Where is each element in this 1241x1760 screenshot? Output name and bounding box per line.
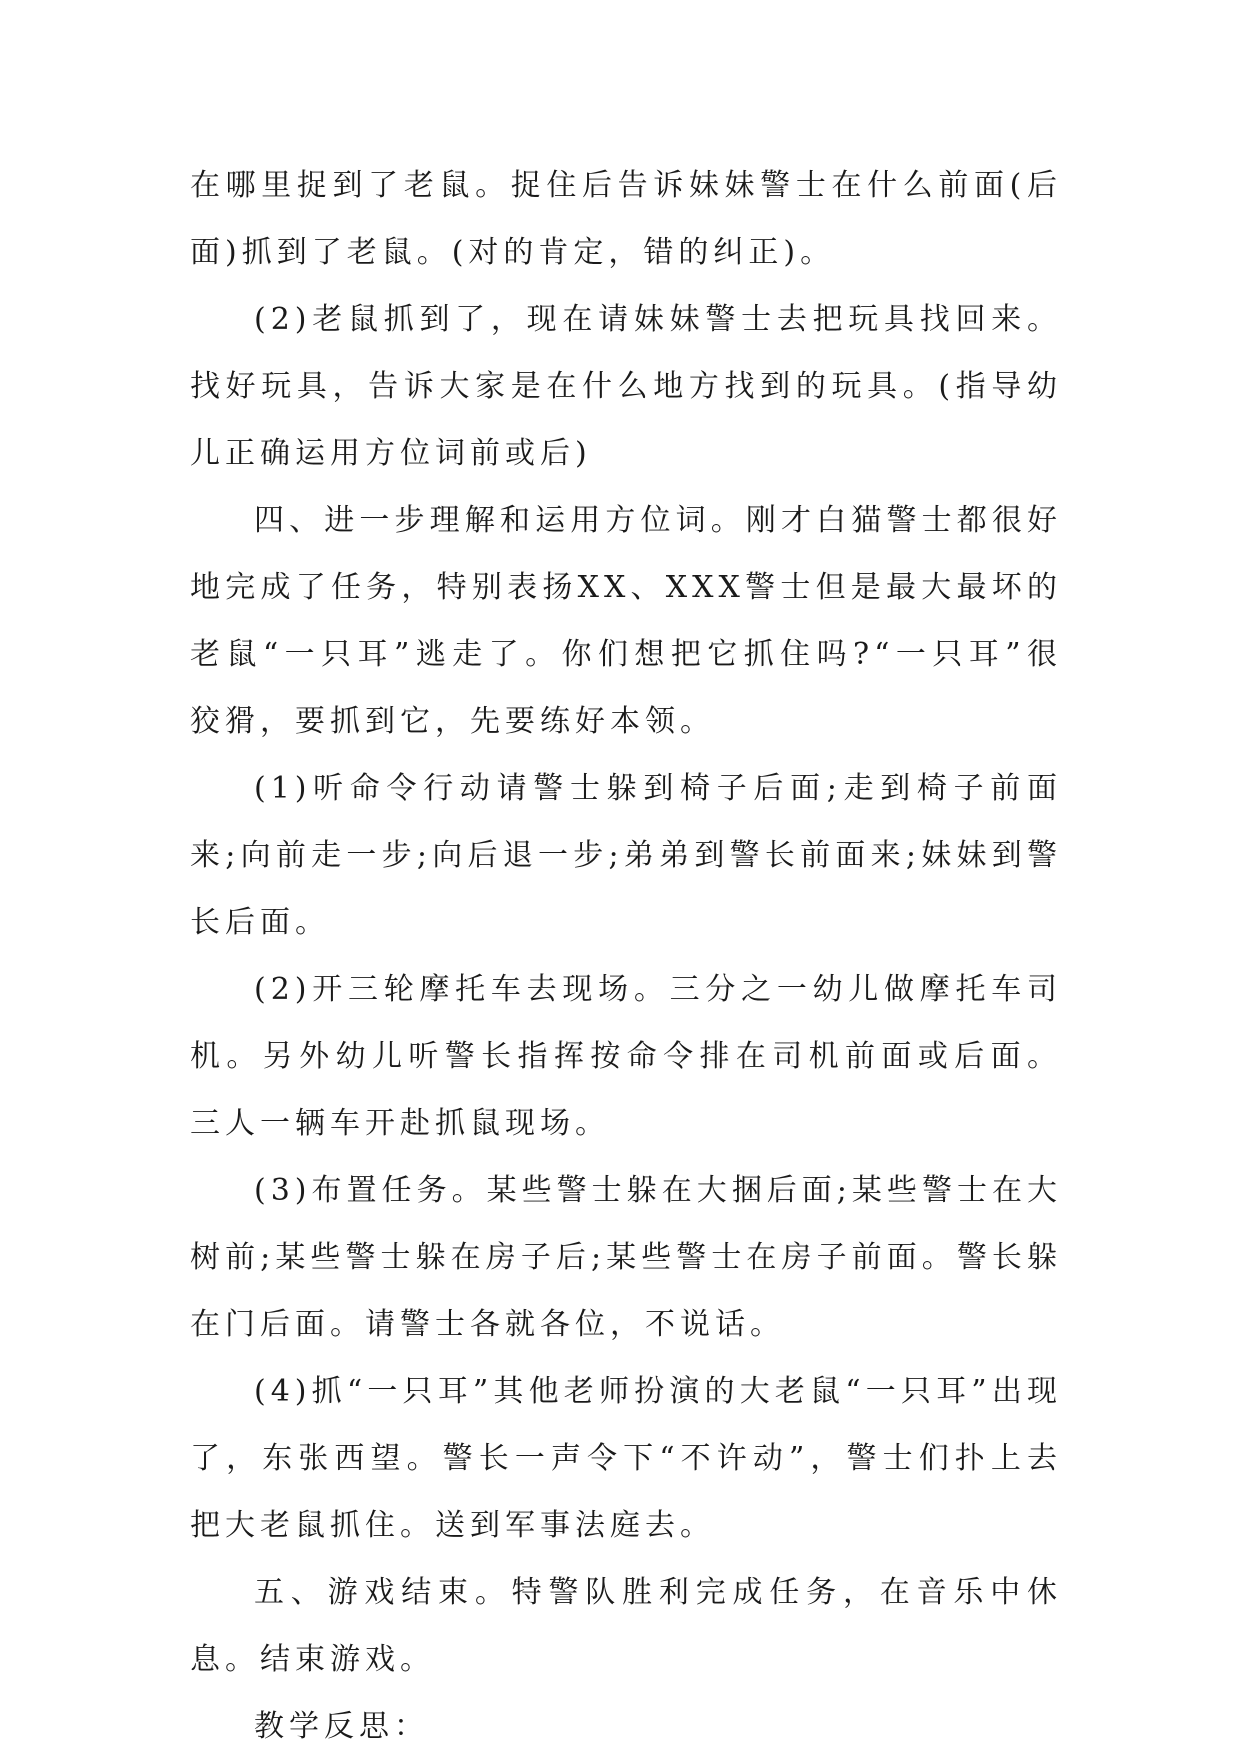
paragraph-step-2-motorcycle: (2)开三轮摩托车去现场。三分之一幼儿做摩托车司机。另外幼儿听警长指挥按命令排在司机前面或后面。三人一辆车开赴抓鼠现场。 — [190, 972, 1062, 1141]
paragraph-continuation: 在哪里捉到了老鼠。捉住后告诉妹妹警士在什么前面(后面)抓到了老鼠。(对的肯定，错的纠正)。 — [190, 168, 1062, 270]
paragraph-step-2-find-toys: (2)老鼠抓到了，现在请妹妹警士去把玩具找回来。找好玩具，告诉大家是在什么地方找到的玩具。(指导幼儿正确运用方位词前或后) — [190, 302, 1062, 471]
paragraph-step-4-catch: (4)抓“一只耳”其他老师扮演的大老鼠“一只耳”出现了，东张西望。警长一声令下“不许动”，警士们扑上去把大老鼠抓住。送到军事法庭去。 — [190, 1374, 1062, 1543]
paragraph-step-3-tasks: (3)布置任务。某些警士躲在大捆后面;某些警士在大树前;某些警士躲在房子后;某些警士在房子前面。警长躲在门后面。请警士各就各位，不说话。 — [190, 1173, 1062, 1342]
paragraph-step-1-commands: (1)听命令行动请警士躲到椅子后面;走到椅子前面来;向前走一步;向后退一步;弟弟到警长前面来;妹妹到警长后面。 — [190, 771, 1062, 940]
paragraph-reflection-heading: 教学反思： — [254, 1709, 429, 1744]
paragraph-section-five: 五、游戏结束。特警队胜利完成任务，在音乐中休息。结束游戏。 — [190, 1575, 1062, 1677]
paragraph-section-four: 四、进一步理解和运用方位词。刚才白猫警士都很好地完成了任务，特别表扬XX、XXX警士但是最大最坏的老鼠“一只耳”逃走了。你们想把它抓住吗?“一只耳”很狡猾，要抓到它，先要练好本领。 — [190, 503, 1062, 739]
document-body — [190, 152, 1062, 1760]
